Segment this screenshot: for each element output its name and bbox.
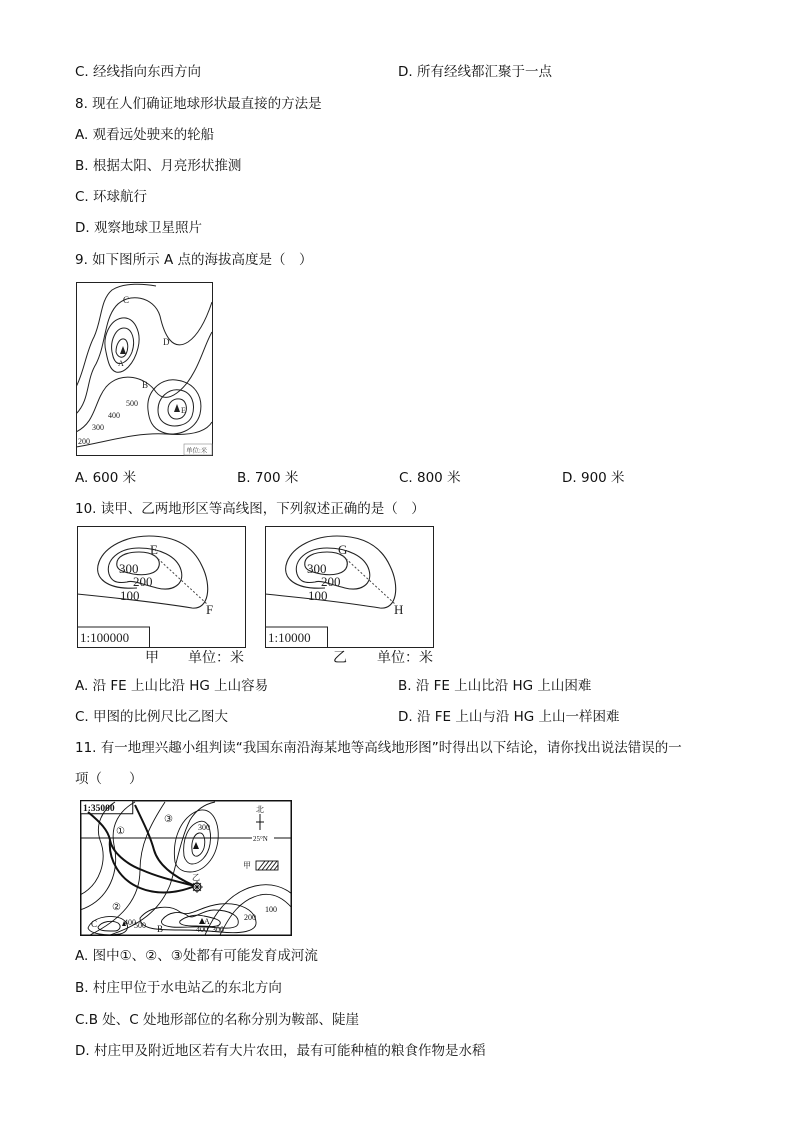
q11-option-c: C.B 处、C 处地形部位的名称分别为鞍部、陡崖: [75, 1012, 359, 1028]
q7-option-d: D. 所有经线都汇聚于一点: [398, 64, 552, 80]
q9-label-b: B: [142, 380, 149, 390]
q11-contour-400-left: 400: [124, 918, 136, 927]
q8-option-a: A. 观看远处驶来的轮船: [75, 127, 215, 143]
q11-contour-map: [80, 800, 292, 936]
q10-yi-scale: 1:10000: [268, 630, 311, 645]
q11-contour-300-top: 300: [198, 823, 210, 832]
q10-jia-contour-300: 300: [119, 561, 139, 576]
q11-contour-200: 200: [244, 913, 256, 922]
q9-option-d: D. 900 米: [562, 470, 625, 486]
q11-option-d: D. 村庄甲及附近地区若有大片农田，最有可能种植的粮食作物是水稻: [75, 1043, 486, 1059]
q11-contour-400-right: 400: [196, 925, 208, 934]
q9-contour-200: 200: [78, 437, 90, 446]
q10-yi-contour-200: 200: [321, 574, 341, 589]
q9-label-a: A: [118, 359, 124, 368]
q9-contour-400: 400: [108, 411, 120, 420]
q11-stem-line1: 11. 有一地理兴趣小组判读“我国东南沿海某地等高线地形图”时得出以下结论，请你找出说法错误的一: [75, 740, 682, 756]
q9-label-c: C: [123, 295, 130, 305]
q11-scale: 1:35000: [83, 804, 115, 814]
q11-label-3: ③: [164, 814, 173, 825]
q11-contour-500: 500: [134, 921, 146, 930]
q11-option-b: B. 村庄甲位于水电站乙的东北方向: [75, 980, 282, 996]
q11-option-a: A. 图中①、②、③处都有可能发育成河流: [75, 948, 318, 964]
q10-jia-caption: 甲: [145, 650, 159, 666]
q9-label-d: D: [163, 337, 170, 347]
q10-jia-scale: 1:100000: [80, 630, 130, 645]
q7-option-c: C. 经线指向东西方向: [75, 64, 202, 80]
q11-point-a: A: [204, 917, 210, 926]
q11-point-b: B: [157, 924, 164, 934]
q8-option-c: C. 环球航行: [75, 189, 148, 205]
q10-map-jia: [77, 526, 246, 648]
q9-contour-500: 500: [126, 399, 138, 408]
q8-option-b: B. 根据太阳、月亮形状推测: [75, 158, 242, 174]
q9-option-c: C. 800 米: [399, 470, 461, 486]
q9-label-e: E: [181, 406, 186, 415]
q11-stem-line2: 项（ ）: [75, 771, 143, 787]
q11-contour-100: 100: [265, 905, 277, 914]
q10-option-a: A. 沿 FE 上山比沿 HG 上山容易: [75, 678, 269, 694]
q8-option-d: D. 观察地球卫星照片: [75, 220, 202, 236]
q10-yi-unit: 单位：米: [377, 650, 433, 666]
q11-station-label: 乙: [192, 873, 200, 882]
q10-jia-point-f: F: [206, 602, 214, 617]
q10-option-b: B. 沿 FE 上山比沿 HG 上山困难: [398, 678, 592, 694]
q11-label-2: ②: [112, 902, 121, 913]
q10-yi-caption: 乙: [333, 650, 347, 666]
q9-stem: 9. 如下图所示 A 点的海拔高度是（ ）: [75, 252, 313, 268]
q11-latitude: 25°N: [253, 835, 268, 843]
q9-contour-300: 300: [92, 423, 104, 432]
q10-option-d: D. 沿 FE 上山与沿 HG 上山一样困难: [398, 709, 620, 725]
q11-label-1: ①: [116, 826, 125, 837]
q11-north-label: 北: [256, 805, 264, 814]
q10-yi-contour-100: 100: [308, 588, 328, 603]
q10-yi-point-g: G: [338, 542, 348, 557]
q10-stem: 10. 读甲、乙两地形区等高线图，下列叙述正确的是（ ）: [75, 501, 425, 517]
q9-option-a: A. 600 米: [75, 470, 137, 486]
q11-village-label: 甲: [243, 861, 251, 870]
q9-unit-label: 单位:米: [186, 447, 208, 455]
q10-jia-unit: 单位：米: [188, 650, 244, 666]
q10-jia-point-e: E: [150, 542, 158, 557]
q11-point-c: C: [91, 919, 98, 929]
q11-contour-300-right: 300: [212, 925, 224, 934]
q9-option-b: B. 700 米: [237, 470, 299, 486]
q10-jia-contour-200: 200: [133, 574, 153, 589]
q9-contour-map: [76, 282, 213, 456]
q10-map-yi: [265, 526, 434, 648]
q10-yi-point-h: H: [394, 602, 404, 617]
q10-jia-contour-100: 100: [120, 588, 140, 603]
q10-option-c: C. 甲图的比例尺比乙图大: [75, 709, 229, 725]
q10-yi-contour-300: 300: [307, 561, 327, 576]
q8-stem: 8. 现在人们确证地球形状最直接的方法是: [75, 96, 322, 112]
